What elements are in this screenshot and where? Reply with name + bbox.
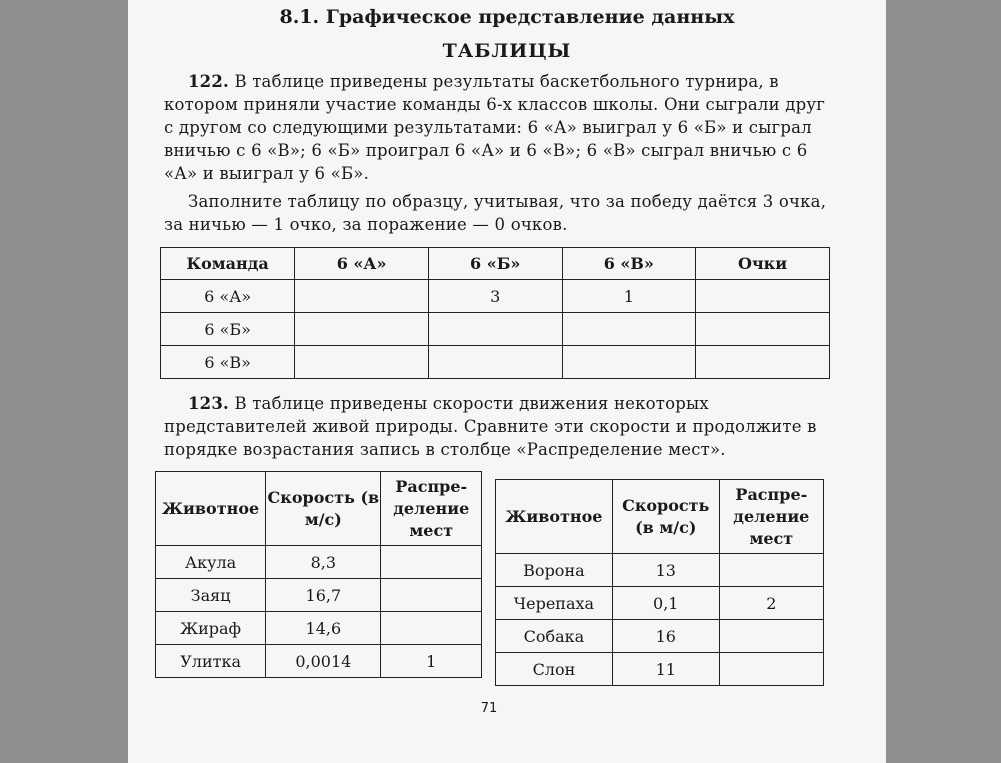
header-place: Распределение мест bbox=[719, 480, 823, 554]
cell: Заяц bbox=[156, 579, 266, 612]
cell bbox=[719, 554, 823, 587]
cell: 6 «А» bbox=[161, 280, 295, 313]
page-number: 71 bbox=[480, 701, 498, 716]
cell: Черепаха bbox=[496, 587, 613, 620]
cell: Акула bbox=[156, 546, 266, 579]
task-123-number: 123. bbox=[188, 394, 229, 413]
header-6a: 6 «А» bbox=[295, 248, 429, 280]
cell: 6 «Б» bbox=[161, 313, 295, 346]
cell: 13 bbox=[612, 554, 719, 587]
cell bbox=[381, 579, 482, 612]
cell: Слон bbox=[496, 653, 613, 686]
cell bbox=[295, 346, 429, 379]
header-place: Распределение мест bbox=[381, 472, 482, 546]
cell bbox=[719, 653, 823, 686]
header-speed: Скорость (в м/с) bbox=[266, 472, 381, 546]
cell: 8,3 bbox=[266, 546, 381, 579]
table-row bbox=[496, 554, 824, 587]
cell: 3 bbox=[428, 280, 562, 313]
header-team: Команда bbox=[161, 248, 295, 280]
cell: Собака bbox=[496, 620, 613, 653]
cell: 1 bbox=[381, 645, 482, 678]
cell: 0,1 bbox=[612, 587, 719, 620]
speed-table-left bbox=[155, 471, 482, 678]
cell bbox=[295, 280, 429, 313]
task-123-paragraph bbox=[164, 392, 836, 461]
header-animal: Животное bbox=[156, 472, 266, 546]
cell: 14,6 bbox=[266, 612, 381, 645]
page-subtitle: ТАБЛИЦЫ bbox=[442, 40, 572, 62]
task-122-paragraph bbox=[164, 70, 836, 185]
section-title: 8.1. Графическое представление данных bbox=[279, 6, 735, 28]
cell bbox=[295, 313, 429, 346]
cell bbox=[562, 313, 696, 346]
cell bbox=[562, 346, 696, 379]
cell bbox=[428, 346, 562, 379]
table-row bbox=[156, 612, 482, 645]
cell: 16,7 bbox=[266, 579, 381, 612]
header-6b: 6 «Б» bbox=[428, 248, 562, 280]
cell: 1 bbox=[562, 280, 696, 313]
table-row bbox=[496, 620, 824, 653]
table-row bbox=[161, 313, 830, 346]
header-animal: Животное bbox=[496, 480, 613, 554]
cell bbox=[428, 313, 562, 346]
cell bbox=[719, 620, 823, 653]
tournament-table bbox=[160, 247, 830, 379]
table-row bbox=[156, 546, 482, 579]
table-row bbox=[496, 653, 824, 686]
cell: Улитка bbox=[156, 645, 266, 678]
table-row bbox=[161, 280, 830, 313]
cell bbox=[696, 346, 830, 379]
task-122-text: В таблице приведены результаты баскетбольного турнира, в котором приняли участие команды 6-х классов школы. Они сыграли друг с другом со следующими результатами: 6 «А» выиграл у 6 «Б» и сыграл вничью с 6 «В»; 6 «Б» проиграл 6 «А» и 6 «В»; 6 «В» сыграл вничью с 6 «А» и выиграл у 6 «Б». bbox=[164, 72, 826, 183]
cell bbox=[696, 280, 830, 313]
cell: Ворона bbox=[496, 554, 613, 587]
cell: Жираф bbox=[156, 612, 266, 645]
header-6v: 6 «В» bbox=[562, 248, 696, 280]
task-122-instruction: Заполните таблицу по образцу, учитывая, что за победу даётся 3 очка, за ничью — 1 очко, за поражение — 0 очков. bbox=[164, 192, 827, 234]
textbook-page bbox=[128, 0, 886, 763]
speed-table-right bbox=[495, 479, 824, 686]
task-122-number: 122. bbox=[188, 72, 229, 91]
table-row bbox=[496, 587, 824, 620]
cell bbox=[381, 612, 482, 645]
cell bbox=[381, 546, 482, 579]
cell: 11 bbox=[612, 653, 719, 686]
cell: 16 bbox=[612, 620, 719, 653]
cell: 0,0014 bbox=[266, 645, 381, 678]
table-row bbox=[161, 346, 830, 379]
header-points: Очки bbox=[696, 248, 830, 280]
table-row bbox=[156, 579, 482, 612]
header-speed: Скорость (в м/с) bbox=[612, 480, 719, 554]
cell bbox=[696, 313, 830, 346]
cell: 2 bbox=[719, 587, 823, 620]
cell: 6 «В» bbox=[161, 346, 295, 379]
table-row bbox=[156, 645, 482, 678]
task-123-text: В таблице приведены скорости движения некоторых представителей живой природы. Сравните эти скорости и продолжите в порядке возрастания запись в столбце «Распределение мест». bbox=[164, 394, 817, 459]
